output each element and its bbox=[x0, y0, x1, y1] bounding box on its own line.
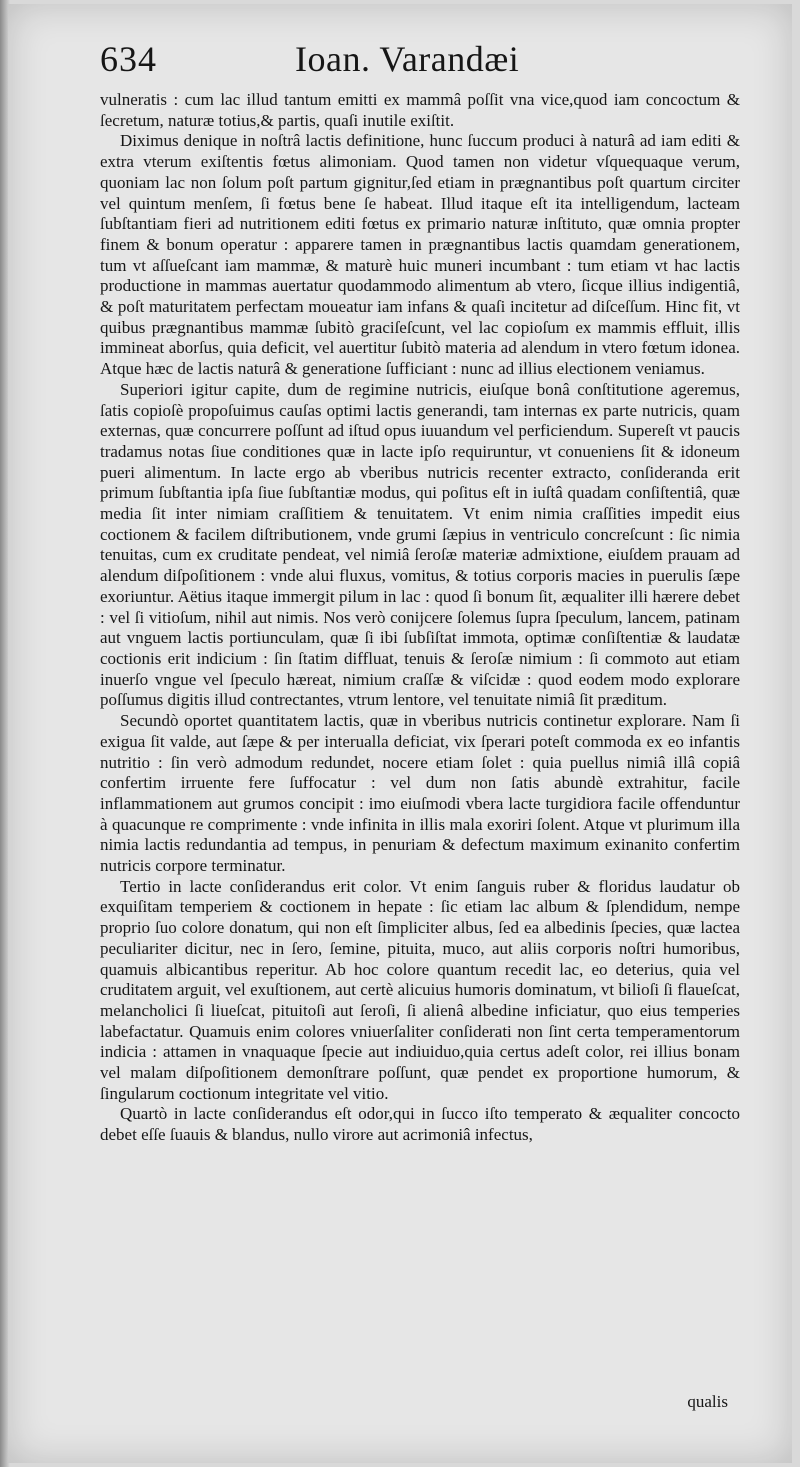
running-head bbox=[100, 38, 780, 92]
paragraph: Tertio in lacte conſiderandus erit color. Vt enim ſanguis ruber & floridus laudatur ob exquiſitam temperiem & coctionem in hepate : ſic etiam lac album & ſplendidum, nempe proprio ſuo colore donatum, qui non eſt ſimpliciter albus, ſed ea albedinis ſpecies, quæ lactea peculiariter dicitur, nec in ſero, ſemine, pituita, muco, aut aliis corporis noſtri humoribus, quamuis albicantibus reperitur. Ab hoc colore quantum recedit lac, eo deterius, quia vel cruditatem arguit, vel exuſtionem, aut certè alicuius humoris dominatum, vt bilioſi ſi flaueſcat, melancholici ſi liueſcat, pituitoſi aut ſeroſi, ſi alienâ albedine inficiatur, quo eius temperies labefactatur. Quamuis enim colores vniuerſaliter conſiderati non ſint certa temperamentorum indicia : attamen in vnaquaque ſpecie aut indiuiduo,quia certus adeſt color, rei illius bonam vel malam diſpoſitionem demonſtrare poſſunt, quæ pendet ex proportione humorum, & ſingularum coctionum integritate vel vitio. bbox=[100, 876, 740, 1103]
paragraph-continuation: vulneratis : cum lac illud tantum emitti ex mammâ poſſit vna vice,quod iam concoctum & ſecretum, naturæ totius,& partis, quaſi inutile exiſtit. bbox=[100, 90, 740, 130]
paragraph: Diximus denique in noſtrâ lactis definitione, hunc ſuccum produci à naturâ ad iam editi & extra vterum exiſtentis fœtus alimoniam. Quod tamen non videtur vſquequaque verum, quoniam lac non ſolum poſt partum gignitur,ſed etiam in prægnantibus poſt quartum circiter vel quintum menſem, ſi fœtus bene ſe habeat. Illud itaque eſt ita intelligendum, lacteam ſubſtantiam fieri ad nutritionem editi fœtus ex primario naturæ inſtituto, quæ omnia propter finem & bonum operatur : apparere tamen in prægnantibus lactis quamdam generationem, tum vt aſſueſcant iam mammæ, & maturè huic muneri incumbant : tum etiam vt hac lactis productione in mammas auertatur quodammodo alimentum ab vtero, ſicque illius indigentiâ, & poſt maturitatem perfectam moueatur iam infans & quaſi incitetur ad diſceſſum. Hinc fit, vt quibus prægnantibus mammæ ſubitò graciſeſcunt, vel lac copioſum ex mammis effluit, illis immineat aborſus, quia deficit, vel auertitur ſubitò materia ad alendum in vtero fœtum idonea. Atque hæc de lactis naturâ & generatione ſufficiant : nunc ad illius electionem veniamus. bbox=[100, 131, 740, 379]
paragraph: Secundò oportet quantitatem lactis, quæ in vberibus nutricis continetur explorare. Nam ſi exigua ſit valde, aut ſæpe & per interualla deficiat, vix ſperari poteſt commoda ex eo infantis nutritio : ſin verò admodum redundet, nocere etiam ſolet : quia puellus nimiâ illâ copiâ confertim irruente fere ſuffocatur : vel dum non ſatis abundè extrahitur, facile inflammationem aut grumos concipit : imo eiuſmodi vbera lacte turgidiora facile offenduntur à quacunque re comprimente : vnde infinita in illis mala exoriri ſolent. Atque vt plurimum illa nimia lactis redundantia ad tempus, in penuriam & defectum maximum exinanito confertim nutricis corpore terminatur. bbox=[100, 711, 740, 876]
body-text bbox=[100, 90, 740, 1146]
paragraph: Quartò in lacte conſiderandus eſt odor,qui in ſucco iſto temperato & æqualiter concocto debet eſſe ſuauis & blandus, nullo virore aut acrimoniâ infectus, bbox=[100, 1104, 740, 1145]
page-number: 634 bbox=[100, 39, 157, 79]
paragraph: Superiori igitur capite, dum de regimine nutricis, eiuſque bonâ conſtitutione ageremus, ſatis copioſè propoſuimus cauſas optimi lactis generandi, tam internas ex parte nutricis, quam externas, quæ concurrere poſſunt ad iſtud opus iuuandum vel perficiendum. Supereſt vt paucis tradamus notas ſiue conditiones quæ in lacte ipſo requiruntur, vt conueniens ſit & idoneum pueri alimentum. In lacte ergo ab vberibus nutricis recenter extracto, conſideranda erit primum ſubſtantia ipſa ſiue ſubſtantiæ modus, qui poſitus eſt in iuſtâ quadam conſiſtentiâ, quæ media ſit inter nimiam craſſitiem & tenuitatem. Vt enim nimia craſſities impedit eius coctionem & facilem diſtributionem, vnde grumi ſæpius in ventriculo concreſcunt : ſic nimia tenuitas, cum ex cruditate pendeat, vel nimiâ ſeroſæ materiæ admixtione, eiuſdem prauam ad alendum diſpoſitionem : vnde alui fluxus, vomitus, & totius corporis macies in puerulis ſæpe exoriuntur. Aëtius itaque immergit pilum in lac : quod ſi bonum ſit, æqualiter illi hærere debet : vel ſi vitioſum, nihil aut nimis. Nos verò conijcere ſolemus ſupra ſpeculum, lancem, patinam aut vnguem lactis portiunculam, quæ ſi ibi ſubſiſtat immota, optimæ conſiſtentiæ & laudatæ coctionis erit indicium : ſin ſtatim diffluat, tenuis & ſeroſæ nimium : ſi commoto aut etiam inuerſo vngue vel ſpeculo hæreat, nimium craſſæ & viſcidæ : quod eodem modo explorare poſſumus digitis illud contrectantes, vtrum lentore, vel tenuitate nimiâ ſit præditum. bbox=[100, 379, 740, 710]
running-title: Ioan. Varandæi bbox=[295, 39, 520, 79]
catchword: qualis bbox=[687, 1392, 728, 1411]
